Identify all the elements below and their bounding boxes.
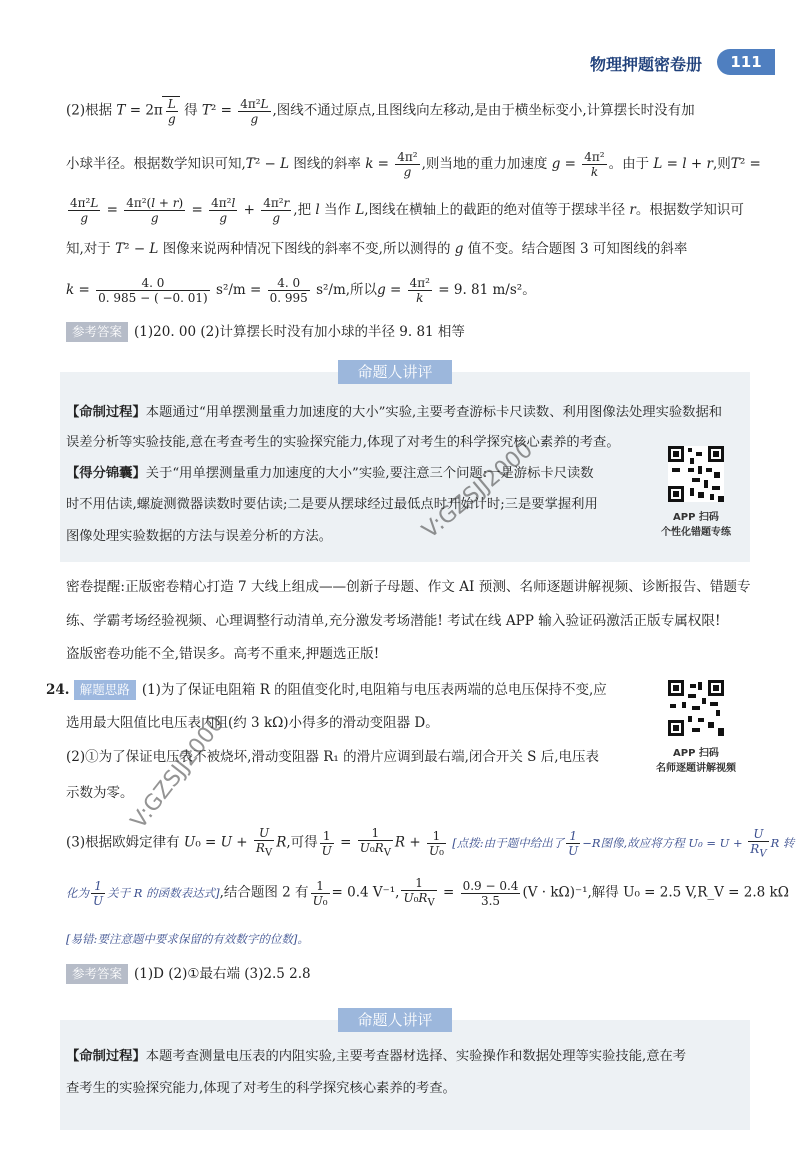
question-line: 选用最大阻值比电压表内阻(约 3 kΩ)小得多的滑动变阻器 D。 (66, 715, 439, 731)
qr-caption: APP 扫码 名师逐题讲解视频 (656, 748, 736, 774)
watermark: V:GZSJJ2000 (126, 711, 230, 834)
review-line: 查考生的实验探究能力,体现了对考生的科学探究核心素养的考查。 (66, 1081, 456, 1096)
review-line: 【得分锦囊】关于“用单摆测量重力加速度的大小”实验,要注意三个问题:一是游标卡尺读数 (66, 466, 594, 481)
book-title: 物理押题密卷册 (590, 55, 703, 74)
answer-tag: 参考答案 (66, 322, 128, 342)
promo-line: 盗版密卷功能不全,错误多。高考不重来,押题选正版! (66, 646, 380, 662)
review-heading: 命题人讲评 (338, 360, 452, 384)
answer-tag: 参考答案 (66, 964, 128, 984)
question-line: 示数为零。 (66, 785, 134, 801)
review-line: 图像处理实验数据的方法与误差分析的方法。 (66, 529, 332, 544)
review-line: 【命制过程】本题考查测量电压表的内阻实验,主要考查器材选择、实验操作和数据处理等实验技能,意在考 (66, 1049, 687, 1064)
question-line: 化为 $\frac{1}{U}$ 关于 R 的函数表达式],结合题图 2 有 $\frac{1}{\text{U₀}}$ = 0.4 V⁻¹, $\frac{1}{U_0R_V}$ = $\frac{0.9 - 0.4}{3.5}$ (V · kΩ)⁻¹,解得 U₀ = 2.5 V,R_V = 2.8 kΩ (66, 876, 789, 909)
question-line: (2)①为了保证电压表不被烧坏,滑动变阻器 R₁ 的滑片应调到最右端,闭合开关 S 后,电压表 (66, 749, 599, 765)
review-line: 【命制过程】本题通过“用单摆测量重力加速度的大小”实验,主要考查游标卡尺读数、利用图像法处理实验数据和 (66, 405, 723, 420)
question-line: 24. 解题思路 (1)为了保证电阻箱 R 的阻值变化时,电阻箱与电压表两端的总电压保持不变,应 (46, 682, 607, 698)
text-line: 小球半径。根据数学知识可知,T² − L 图线的斜率 k = $\frac{\text{4π²}}{g}$ ,则当地的重力加速度 g = $\frac{\text{4π²}}{k}$ 。由于 L = l + r,则T² = (66, 150, 761, 179)
text-line: k = $\frac{4. 0}{0. 985 - ( -0. 01)}$ s²/m = $\frac{4. 0}{0. 995}$ s²/m,所以g = $\frac{\text{4π²}}{k}$ = 9. 81 m/s²。 (66, 276, 536, 305)
promo-line: 密卷提醒:正版密卷精心打造 7 大线上组成——创新子母题、作文 AI 预测、名师逐题讲解视频、诊断报告、错题专 (66, 579, 751, 595)
review-line: 时不用估读,螺旋测微器读数时要估读;二是要从摆球经过最低点时开始计时;三是要掌握利用 (66, 497, 598, 512)
text-line: $\frac{\text{4π²L}}{g}$ = $\frac{\text{4π²(l + r)}}{g}$ = $\frac{\text{4π²l}}{g}$ + $\frac{\text{4π²r}}{g}$ ,把 l 当作 L,图线在横轴上的截距的绝对值等于摆球半径 r。根据数学知识可 (70, 196, 744, 225)
solution-tag: 解题思路 (74, 680, 136, 700)
text-line: 知,对于 T² − L 图像来说两种情况下图线的斜率不变,所以测得的 g 值不变。结合题图 3 可知图线的斜率 (66, 241, 688, 257)
answer-line: 参考答案 (1)20. 00 (2)计算摆长时没有加小球的半径 9. 81 相等 (66, 322, 465, 342)
question-line: (3)根据欧姆定律有 U₀ = U + $\frac{U}{R_V}$ R,可得 $\frac{1}{U}$ = $\frac{1}{U_0R_V}$ R + $\frac{1}{\text{U₀}}$ [点拨:由于题中给出了 $\frac{1}{U}$ −R图像,故应将方程 U₀ = U + $\frac{U}{R_V}$ R 转 (66, 826, 795, 859)
review-line: 误差分析等实验技能,意在考查考生的实验探究能力,体现了对考生的科学探究核心素养的考查。 (66, 435, 620, 450)
review-heading: 命题人讲评 (338, 1008, 452, 1032)
text-line: (2)根据 T = 2π $\frac{L}{g}$ 得 T² = $\frac{\text{4π²L}}{g}$ ,图线不通过原点,且图线向左移动,是由于横坐标变小,计算摆长时没有加 (66, 96, 695, 126)
review-box (60, 1020, 750, 1130)
qr-caption: APP 扫码 个性化错题专练 (661, 512, 731, 538)
qr-code-icon[interactable] (668, 680, 724, 736)
page-number: 111 (717, 49, 775, 75)
promo-line: 练、学霸考场经验视频、心理调整行动清单,充分激发考场潜能! 考试在线 APP 输入验证码激活正版专属权限! (66, 613, 721, 629)
answer-line: 参考答案 (1)D (2)①最右端 (3)2.5 2.8 (66, 964, 311, 984)
qr-code-icon[interactable] (668, 446, 724, 502)
watermark: V:GZSJJ2000 (417, 437, 538, 544)
question-line: [易错:要注意题中要求保留的有效数字的位数]。 (66, 932, 309, 946)
